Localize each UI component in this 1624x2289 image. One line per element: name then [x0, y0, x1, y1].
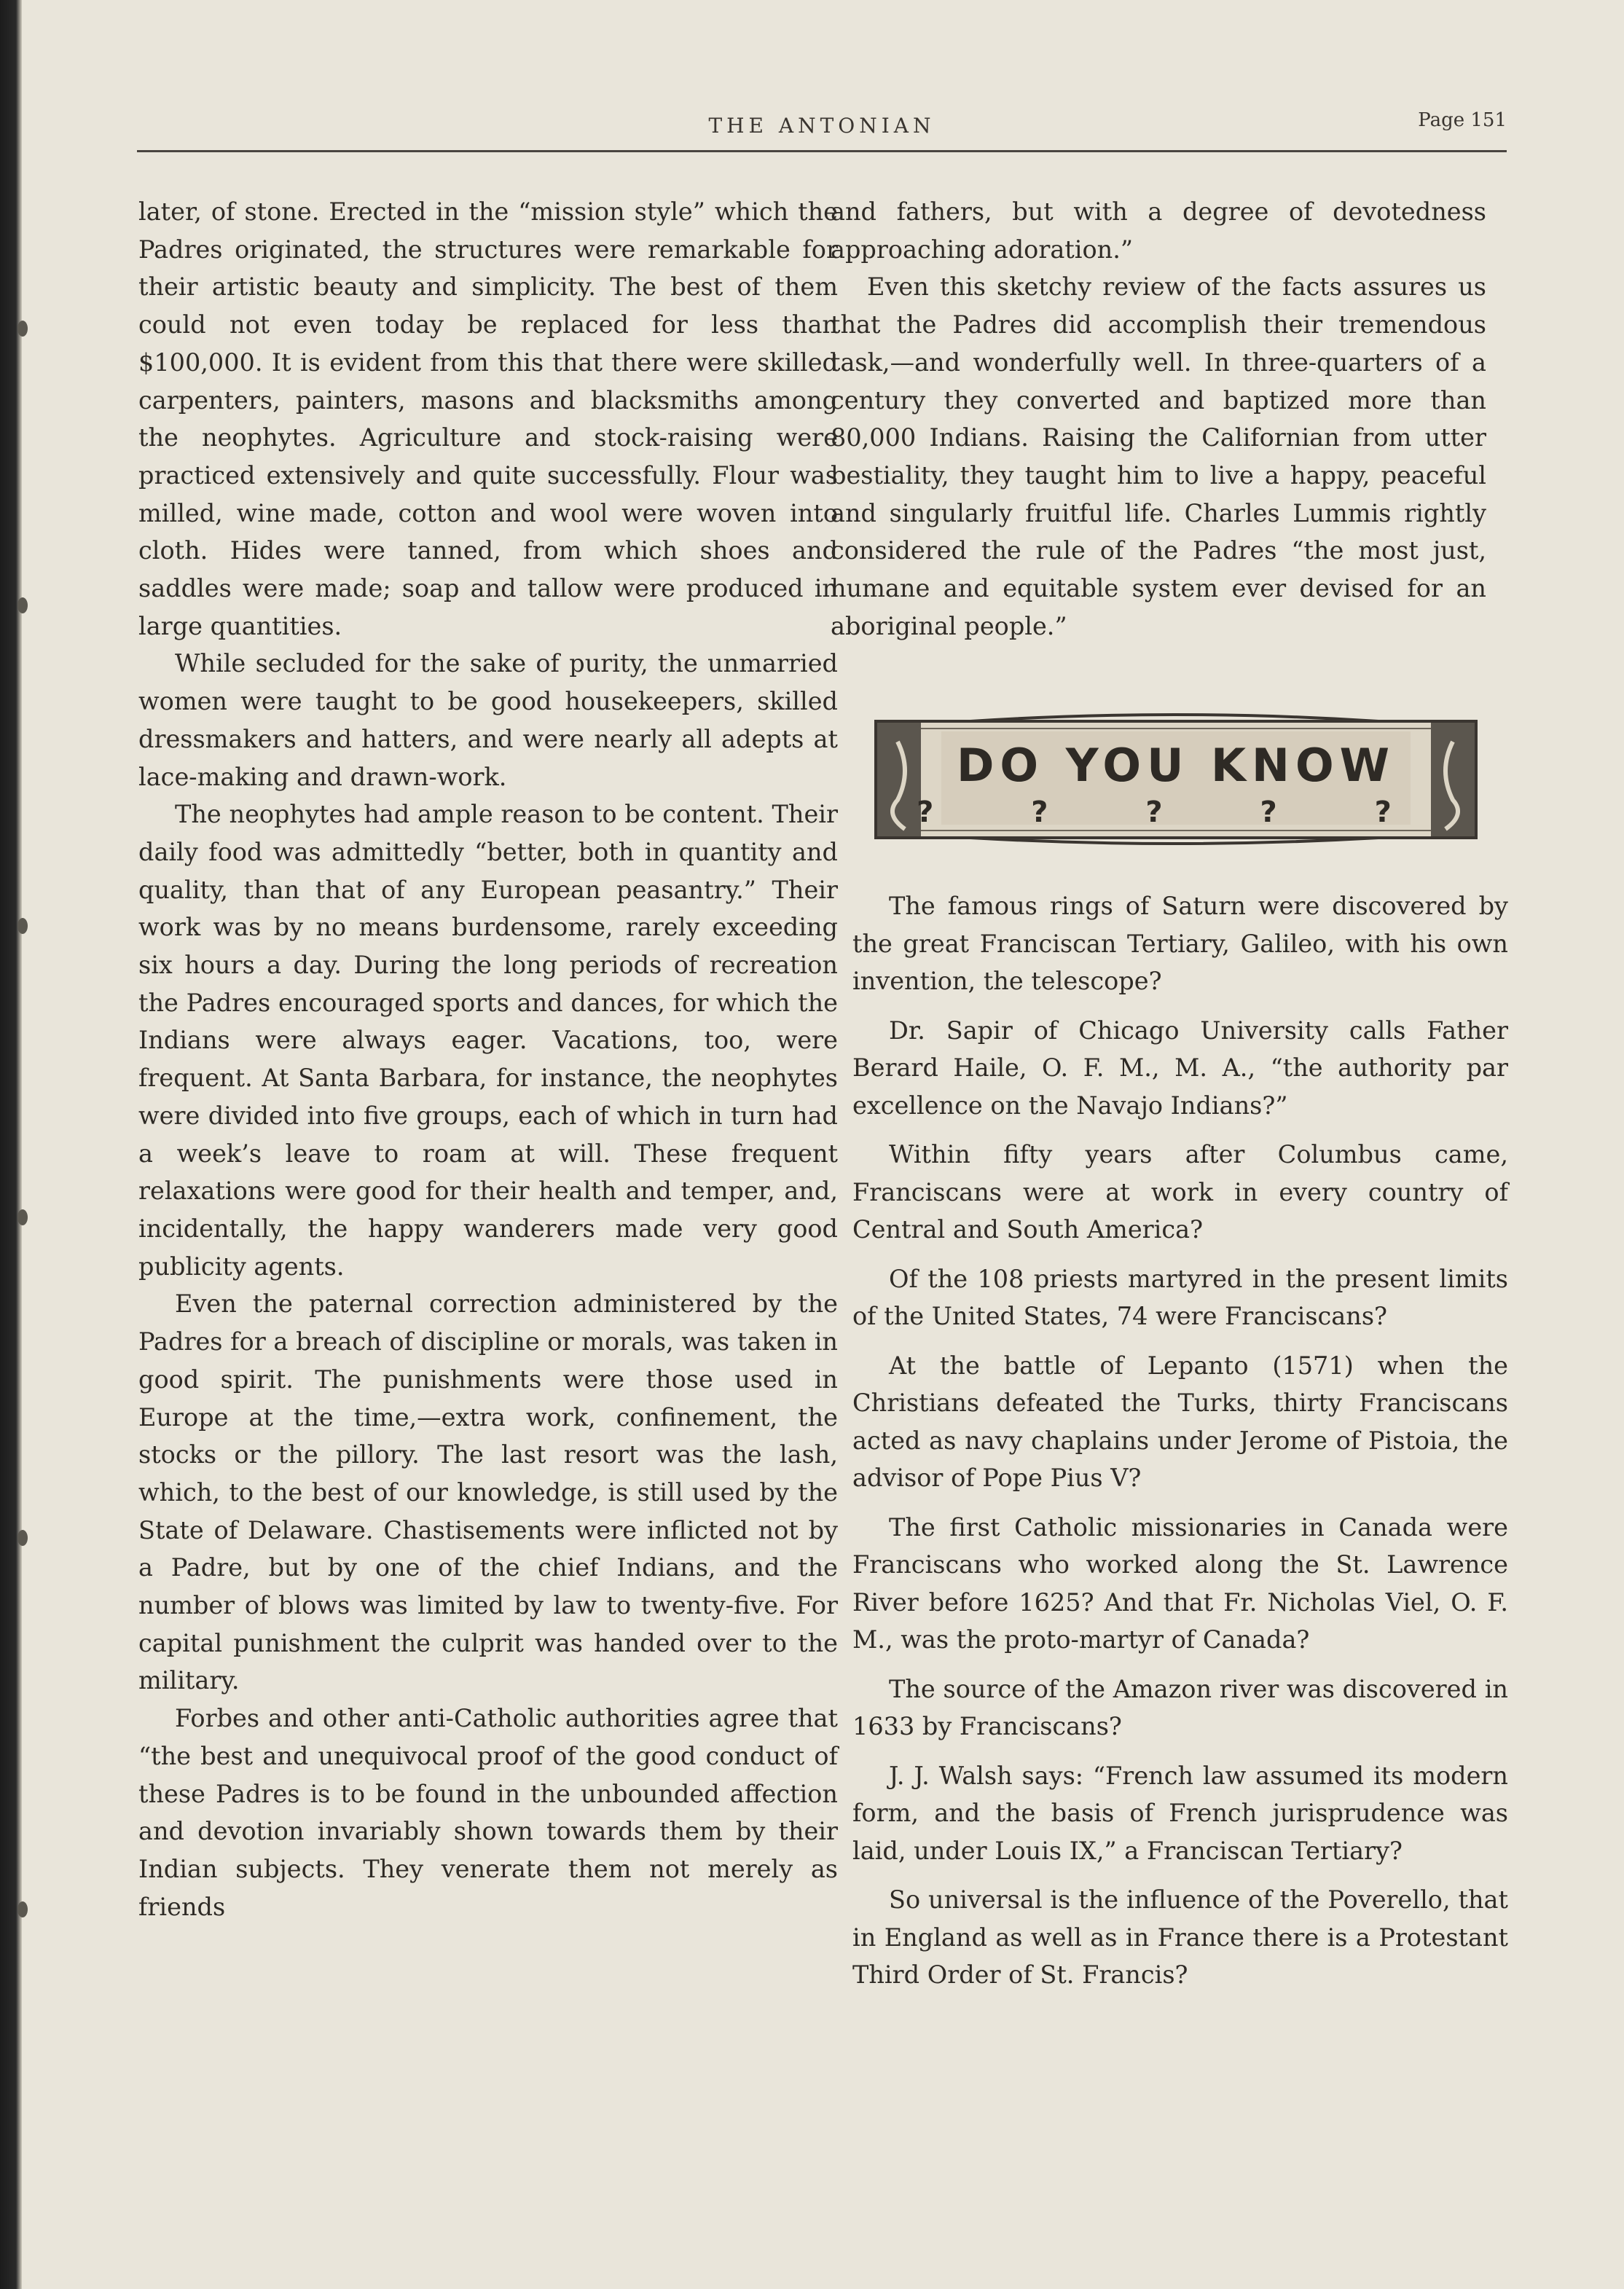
binding-hole: [17, 1209, 28, 1225]
page-number: Page 151: [1418, 109, 1507, 131]
paragraph: Even this sketchy review of the facts assures us that the Padres did accomplish their tremendous task,—and wonderfully well. In three-quarters of a century they converted and baptized more than 80,000 Indians. Raising the Californian from utter bestiality, they taught him to live a happy, peaceful and singularly fruitful life. Charles Lummis rightly considered the rule of the Padres “the most just, humane and equitable system ever devised for an aboriginal people.”: [831, 272, 1486, 640]
banner-title: DO YOU KNOW: [956, 739, 1396, 792]
do-you-know-list: [852, 887, 1508, 2006]
list-item: J. J. Walsh says: “French law assumed its modern form, and the basis of French jurisprudence was laid, under Louis IX,” a Franciscan Tertiary?: [852, 1761, 1508, 1865]
binding-hole: [17, 597, 28, 613]
do-you-know-banner: [868, 705, 1483, 851]
binding-hole: [17, 918, 28, 934]
banner-question-marks: ? ? ? ? ?: [917, 796, 1435, 829]
paragraph: and fathers, but with a degree of devotedness approaching adoration.”: [831, 197, 1486, 264]
list-item: Within fifty years after Columbus came, Franciscans were at work in every country of Central and South America?: [852, 1140, 1508, 1244]
left-column: [138, 193, 838, 1925]
list-item: The first Catholic missionaries in Canada were Franciscans who worked along the St. Lawrence River before 1625? And that Fr. Nicholas Viel, O. F. M., was the proto-martyr of Canada?: [852, 1512, 1508, 1654]
paragraph: The neophytes had ample reason to be content. Their daily food was admittedly “better, both in quantity and quality, than that of any European peasantry.” Their work was by no means burdensome, rarely exceeding six hours a day. During the long periods of recreation the Padres encouraged sports and dances, for which the Indians were always eager. Vacations, too, were frequent. At Santa Barbara, for instance, the neophytes were divided into five groups, each of which in turn had a week’s leave to roam at will. These frequent relaxations were good for their health and temper, and, incidentally, the happy wanderers made very good publicity agents.: [138, 800, 838, 1281]
paragraph: While secluded for the sake of purity, the unmarried women were taught to be good housekeepers, skilled dressmakers and hatters, and were nearly all adepts at lace-making and drawn-work.: [138, 649, 838, 791]
list-item: So universal is the influence of the Poverello, that in England as well as in France there is a Protestant Third Order of St. Francis?: [852, 1885, 1508, 1989]
paragraph: later, of stone. Erected in the “mission style” which the Padres originated, the structures were remarkable for their artistic beauty and simplicity. The best of them could not even today be replaced for less than $100,000. It is evident from this that there were skilled carpenters, painters, masons and blacksmiths among the neophytes. Agriculture and stock-raising were practiced extensively and quite successfully. Flour was milled, wine made, cotton and wool were woven into cloth. Hides were tanned, from which shoes and saddles were made; soap and tallow were produced in large quantities.: [138, 197, 838, 640]
page-header: [137, 109, 1507, 153]
list-item: The famous rings of Saturn were discovered by the great Franciscan Tertiary, Galileo, with his own invention, the telescope?: [852, 892, 1508, 995]
binding-edge: [0, 0, 22, 2289]
paragraph: Even the paternal correction administered by the Padres for a breach of discipline or morals, was taken in good spirit. The punishments were those used in Europe at the time,—extra work, confinement, the stocks or the pillory. The last resort was the lash, which, to the best of our knowledge, is still used by the State of Delaware. Chastisements were inflicted not by a Padre, but by one of the chief Indians, and the number of blows was limited by law to twenty-five. For capital punishment the culprit was handed over to the military.: [138, 1289, 838, 1695]
list-item: Of the 108 priests martyred in the present limits of the United States, 74 were Franciscans?: [852, 1264, 1508, 1330]
binding-hole: [17, 321, 28, 337]
right-column: [831, 193, 1486, 645]
publication-title: THE ANTONIAN: [708, 114, 935, 138]
header-rule: [137, 150, 1507, 152]
banner-frame: [868, 705, 1483, 851]
list-item: The source of the Amazon river was discovered in 1633 by Franciscans?: [852, 1674, 1508, 1740]
list-item: Dr. Sapir of Chicago University calls Father Berard Haile, O. F. M., M. A., “the authority par excellence on the Navajo Indians?”: [852, 1016, 1508, 1120]
binding-hole: [17, 1901, 28, 1917]
list-item: At the battle of Lepanto (1571) when the Christians defeated the Turks, thirty Franciscans acted as navy chaplains under Jerome of Pistoia, the advisor of Pope Pius V?: [852, 1351, 1508, 1492]
paragraph: Forbes and other anti-Catholic authorities agree that “the best and unequivocal proof of the good conduct of these Padres is to be found in the unbounded affection and devotion invariably shown towards them by their Indian subjects. They venerate them not merely as friends: [138, 1704, 838, 1921]
binding-hole: [17, 1530, 28, 1546]
